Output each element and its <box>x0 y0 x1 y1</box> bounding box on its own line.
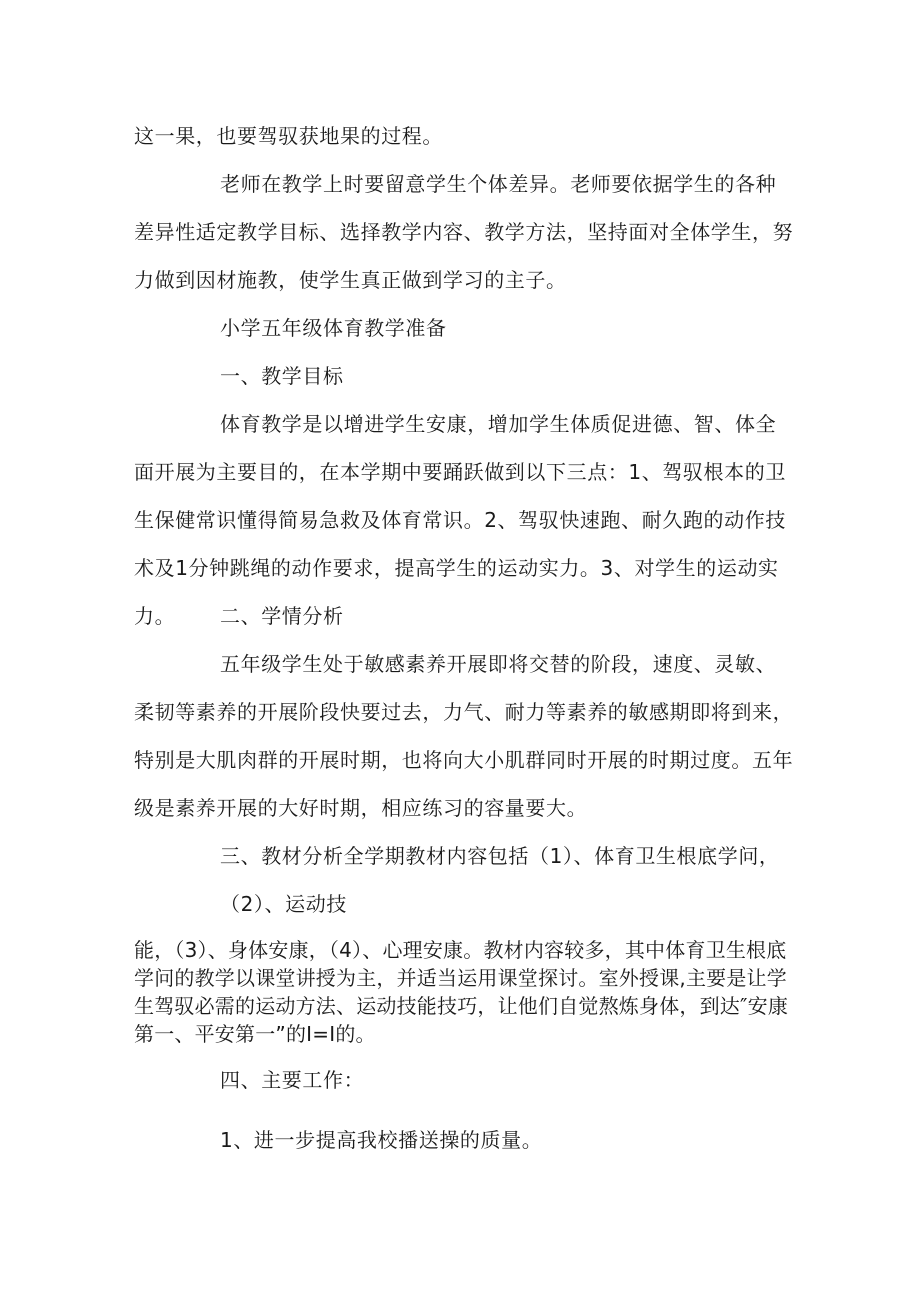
heading-main-work: 四、主要工作： <box>220 1068 365 1092</box>
paragraph-student-analysis: 五年级学生处于敏感素养开展即将交替的阶段，速度、灵敏、柔韧等素养的开展阶段快要过去，力气、耐力等素养的敏感期即将到来，特别是大肌肉群的开展时期，也将向大小肌群同时开展的时期过度。五年级是素养开展的大好时期，相应练习的容量要大。 <box>134 652 794 820</box>
paragraph-intro-fragment: 这一果，也要驾驭获地果的过程。 <box>134 124 443 148</box>
paragraph-main-work-item-1: 1、进一步提高我校播送操的质量。 <box>220 1128 543 1152</box>
section-title: 小学五年级体育教学准备 <box>220 316 447 340</box>
heading-material-analysis: 三、教材分析全学期教材内容包括（1）、体育卫生根底学问， <box>220 844 780 868</box>
paragraph-teaching-goals: 体育教学是以增进学生安康，增加学生体质促进德、智、体全面开展为主要目的，在本学期中要踊跃做到以下三点：1、驾驭根本的卫生保健常识懂得简易急救及体育常识。2、驾驭快速跑、耐久跑的动作技术及1分钟跳绳的动作要求，提高学生的运动实力。3、对学生的运动实力。 <box>134 412 786 628</box>
paragraph-material-continued: （2）、运动技 <box>220 892 347 916</box>
heading-student-analysis: 二、学情分析 <box>220 604 344 628</box>
paragraph-teacher-differences: 老师在教学上时要留意学生个体差异。老师要依据学生的各种差异性适定教学目标、选择教学内容、教学方法，坚持面对全体学生，努力做到因材施教，使学生真正做到学习的主子。 <box>134 172 794 292</box>
paragraph-material-details: 能，（3）、身体安康，（4）、心理安康。教材内容较多，其中体育卫生根底学问的教学以课堂讲授为主，并适当运用课堂探讨。室外授课,主要是让学生驾驭必需的运动方法、运动技能技巧，让他们自觉熬炼身体，到达″安康第一、平安第一”的I=I的。 <box>134 938 789 1046</box>
heading-teaching-goals: 一、教学目标 <box>220 364 344 388</box>
